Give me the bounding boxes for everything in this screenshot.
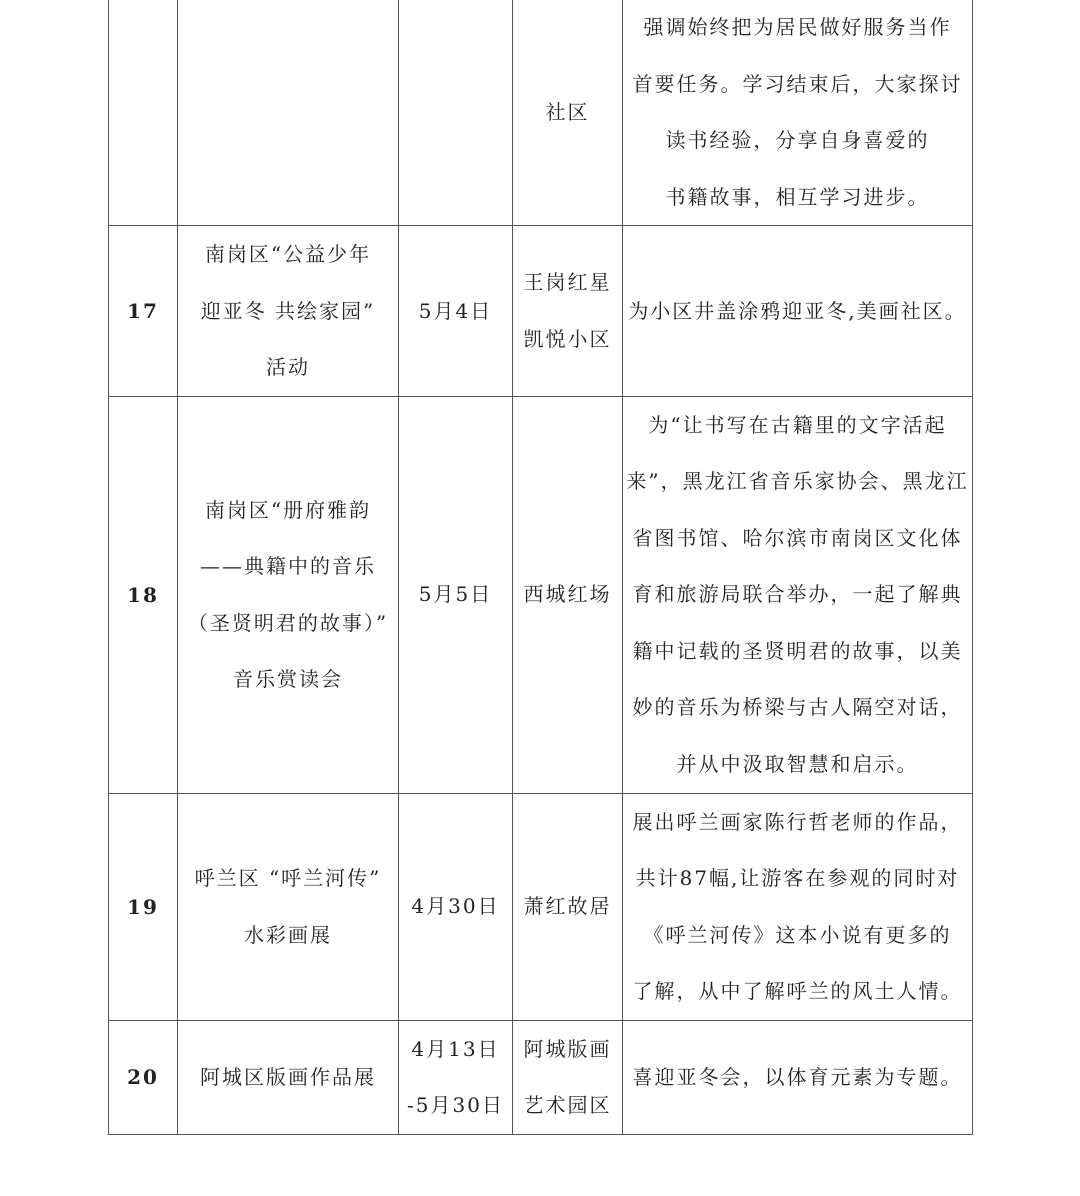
date-cell [399,0,513,226]
description-line: 了解，从中了解呼兰的风土人情。 [632,979,963,1003]
table-row [109,793,973,1020]
date-cell [399,396,513,793]
activity-name-line: ——典籍中的音乐 [200,554,376,578]
description-line: 书籍故事，相互学习进步。 [665,184,930,209]
date-line: 4月13日 [411,1036,500,1061]
activity-name-line: （圣贤明君的故事）” [187,610,389,635]
description-cell [623,1020,973,1134]
description-line: 强调始终把为居民做好服务当作 [643,15,952,39]
description-line: 并从中汲取智慧和启示。 [676,751,919,776]
row-number-cell [109,0,178,226]
description-cell [623,0,973,226]
venue-cell [513,226,623,397]
venue-line: 萧红故居 [523,894,612,919]
description-line: 省图书馆、哈尔滨市南岗区文化体 [632,525,963,550]
row-number-cell: 18 [109,396,178,793]
activity-name-line: 音乐赏读会 [233,667,343,691]
activity-name-cell [178,396,399,793]
table-row [109,1020,973,1134]
venue-cell [513,396,623,793]
activity-name-cell [178,226,399,397]
description-cell [623,793,973,1020]
venue-line: 王岗红星 [523,270,612,295]
date-line: 5月5日 [418,582,493,607]
date-line: -5月30日 [407,1093,504,1117]
activity-name-line: 呼兰区 “呼兰河传” [194,866,382,890]
table-row [109,396,973,793]
table-row [109,226,973,397]
date-cell [399,226,513,397]
venue-line: 社区 [545,100,590,124]
venue-line: 艺术园区 [523,1093,612,1117]
description-cell [623,396,973,793]
venue-line: 西城红场 [523,582,612,607]
description-line: 妙的音乐为桥梁与古人隔空对话， [632,695,963,720]
venue-cell [513,793,623,1020]
date-line: 4月30日 [411,894,500,919]
venue-line: 凯悦小区 [523,326,612,351]
description-line: 读书经验，分享自身喜爱的 [665,128,930,152]
description-line: 为小区井盖涂鸦迎亚冬,美画社区。 [628,298,967,323]
events-table [108,0,973,1135]
date-cell [399,793,513,1020]
row-number-cell: 17 [109,226,178,397]
activity-name-cell [178,1020,399,1134]
activity-name-line: 南岗区“公益少年 [204,242,372,266]
description-line: 籍中记载的圣贤明君的故事，以美 [632,638,963,663]
description-line: 展出呼兰画家陈行哲老师的作品， [632,809,963,834]
row-number-cell: 20 [109,1020,178,1134]
activity-name-line: 活动 [266,355,310,379]
venue-cell [513,1020,623,1134]
activity-name-cell [178,0,399,226]
description-line: 育和旅游局联合举办，一起了解典 [632,582,963,607]
activity-name-line: 阿城区版画作品展 [200,1064,376,1089]
description-line: 为“让书写在古籍里的文字活起 [648,412,947,437]
description-line: 《呼兰河传》这本小说有更多的 [643,922,952,947]
venue-cell [513,0,623,226]
row-number-cell: 19 [109,793,178,1020]
description-line: 喜迎亚冬会，以体育元素为专题。 [632,1064,963,1089]
description-line: 首要任务。学习结束后，大家探讨 [632,71,963,96]
activity-name-cell [178,793,399,1020]
activity-name-line: 南岗区“册府雅韵 [204,497,372,522]
date-line: 5月4日 [418,298,493,323]
description-line: 来”，黑龙江省音乐家协会、黑龙江 [626,469,969,494]
description-cell [623,226,973,397]
description-line: 共计87幅,让游客在参观的同时对 [635,866,960,890]
date-cell [399,1020,513,1134]
table-row [109,0,973,226]
activity-name-line: 迎亚冬 共绘家园” [200,298,376,323]
venue-line: 阿城版画 [523,1036,612,1061]
activity-name-line: 水彩画展 [244,922,332,947]
